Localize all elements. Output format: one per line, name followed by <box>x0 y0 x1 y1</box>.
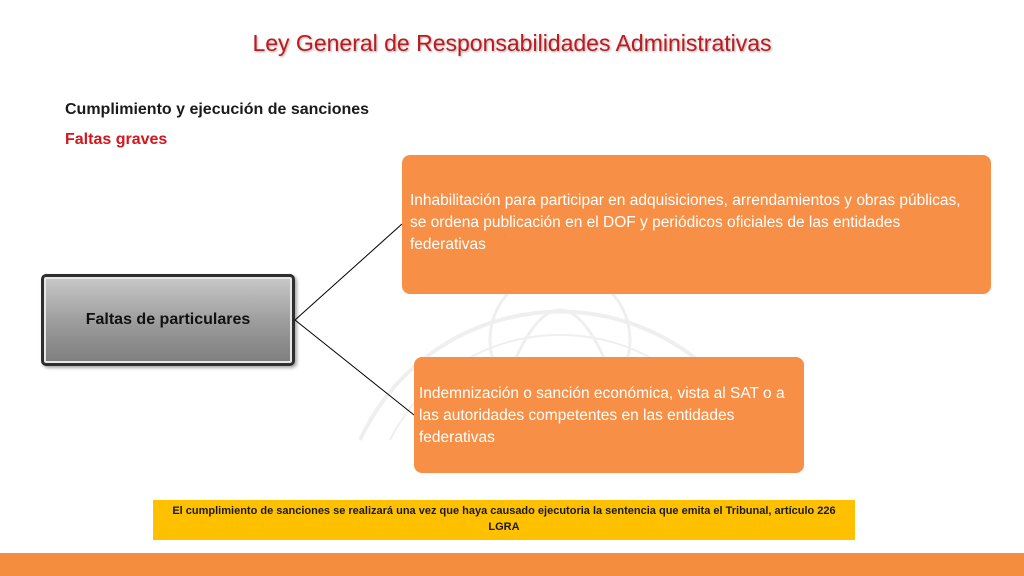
section-label: Faltas graves <box>65 131 168 148</box>
note-text: El cumplimiento de sanciones se realizará una vez que haya causado ejecutoria la sentencia que emita el Tribunal, artículo 226 LGRA <box>172 505 836 533</box>
note-banner <box>153 500 855 540</box>
branch-node-text: Inhabilitación para participar en adquisiciones, arrendamientos y obras públicas, se ordena publicación en el DOF y periódicos oficiales de las entidades federativas <box>410 192 961 253</box>
connector-bottom <box>295 320 414 415</box>
footer-bar <box>0 553 1024 576</box>
page-subtitle: Cumplimiento y ejecución de sanciones <box>65 101 370 118</box>
root-node <box>41 274 295 366</box>
branch-node-inhabilitacion <box>402 155 991 294</box>
connector-top <box>295 224 402 320</box>
branch-node-text: Indemnización o sanción económica, vista al SAT o a las autoridades competentes en las entidades federativas <box>419 385 785 446</box>
branch-node-indemnizacion <box>414 357 804 473</box>
root-node-label: Faltas de particulares <box>85 311 251 328</box>
page-title: Ley General de Responsabilidades Administrativas <box>252 30 772 56</box>
